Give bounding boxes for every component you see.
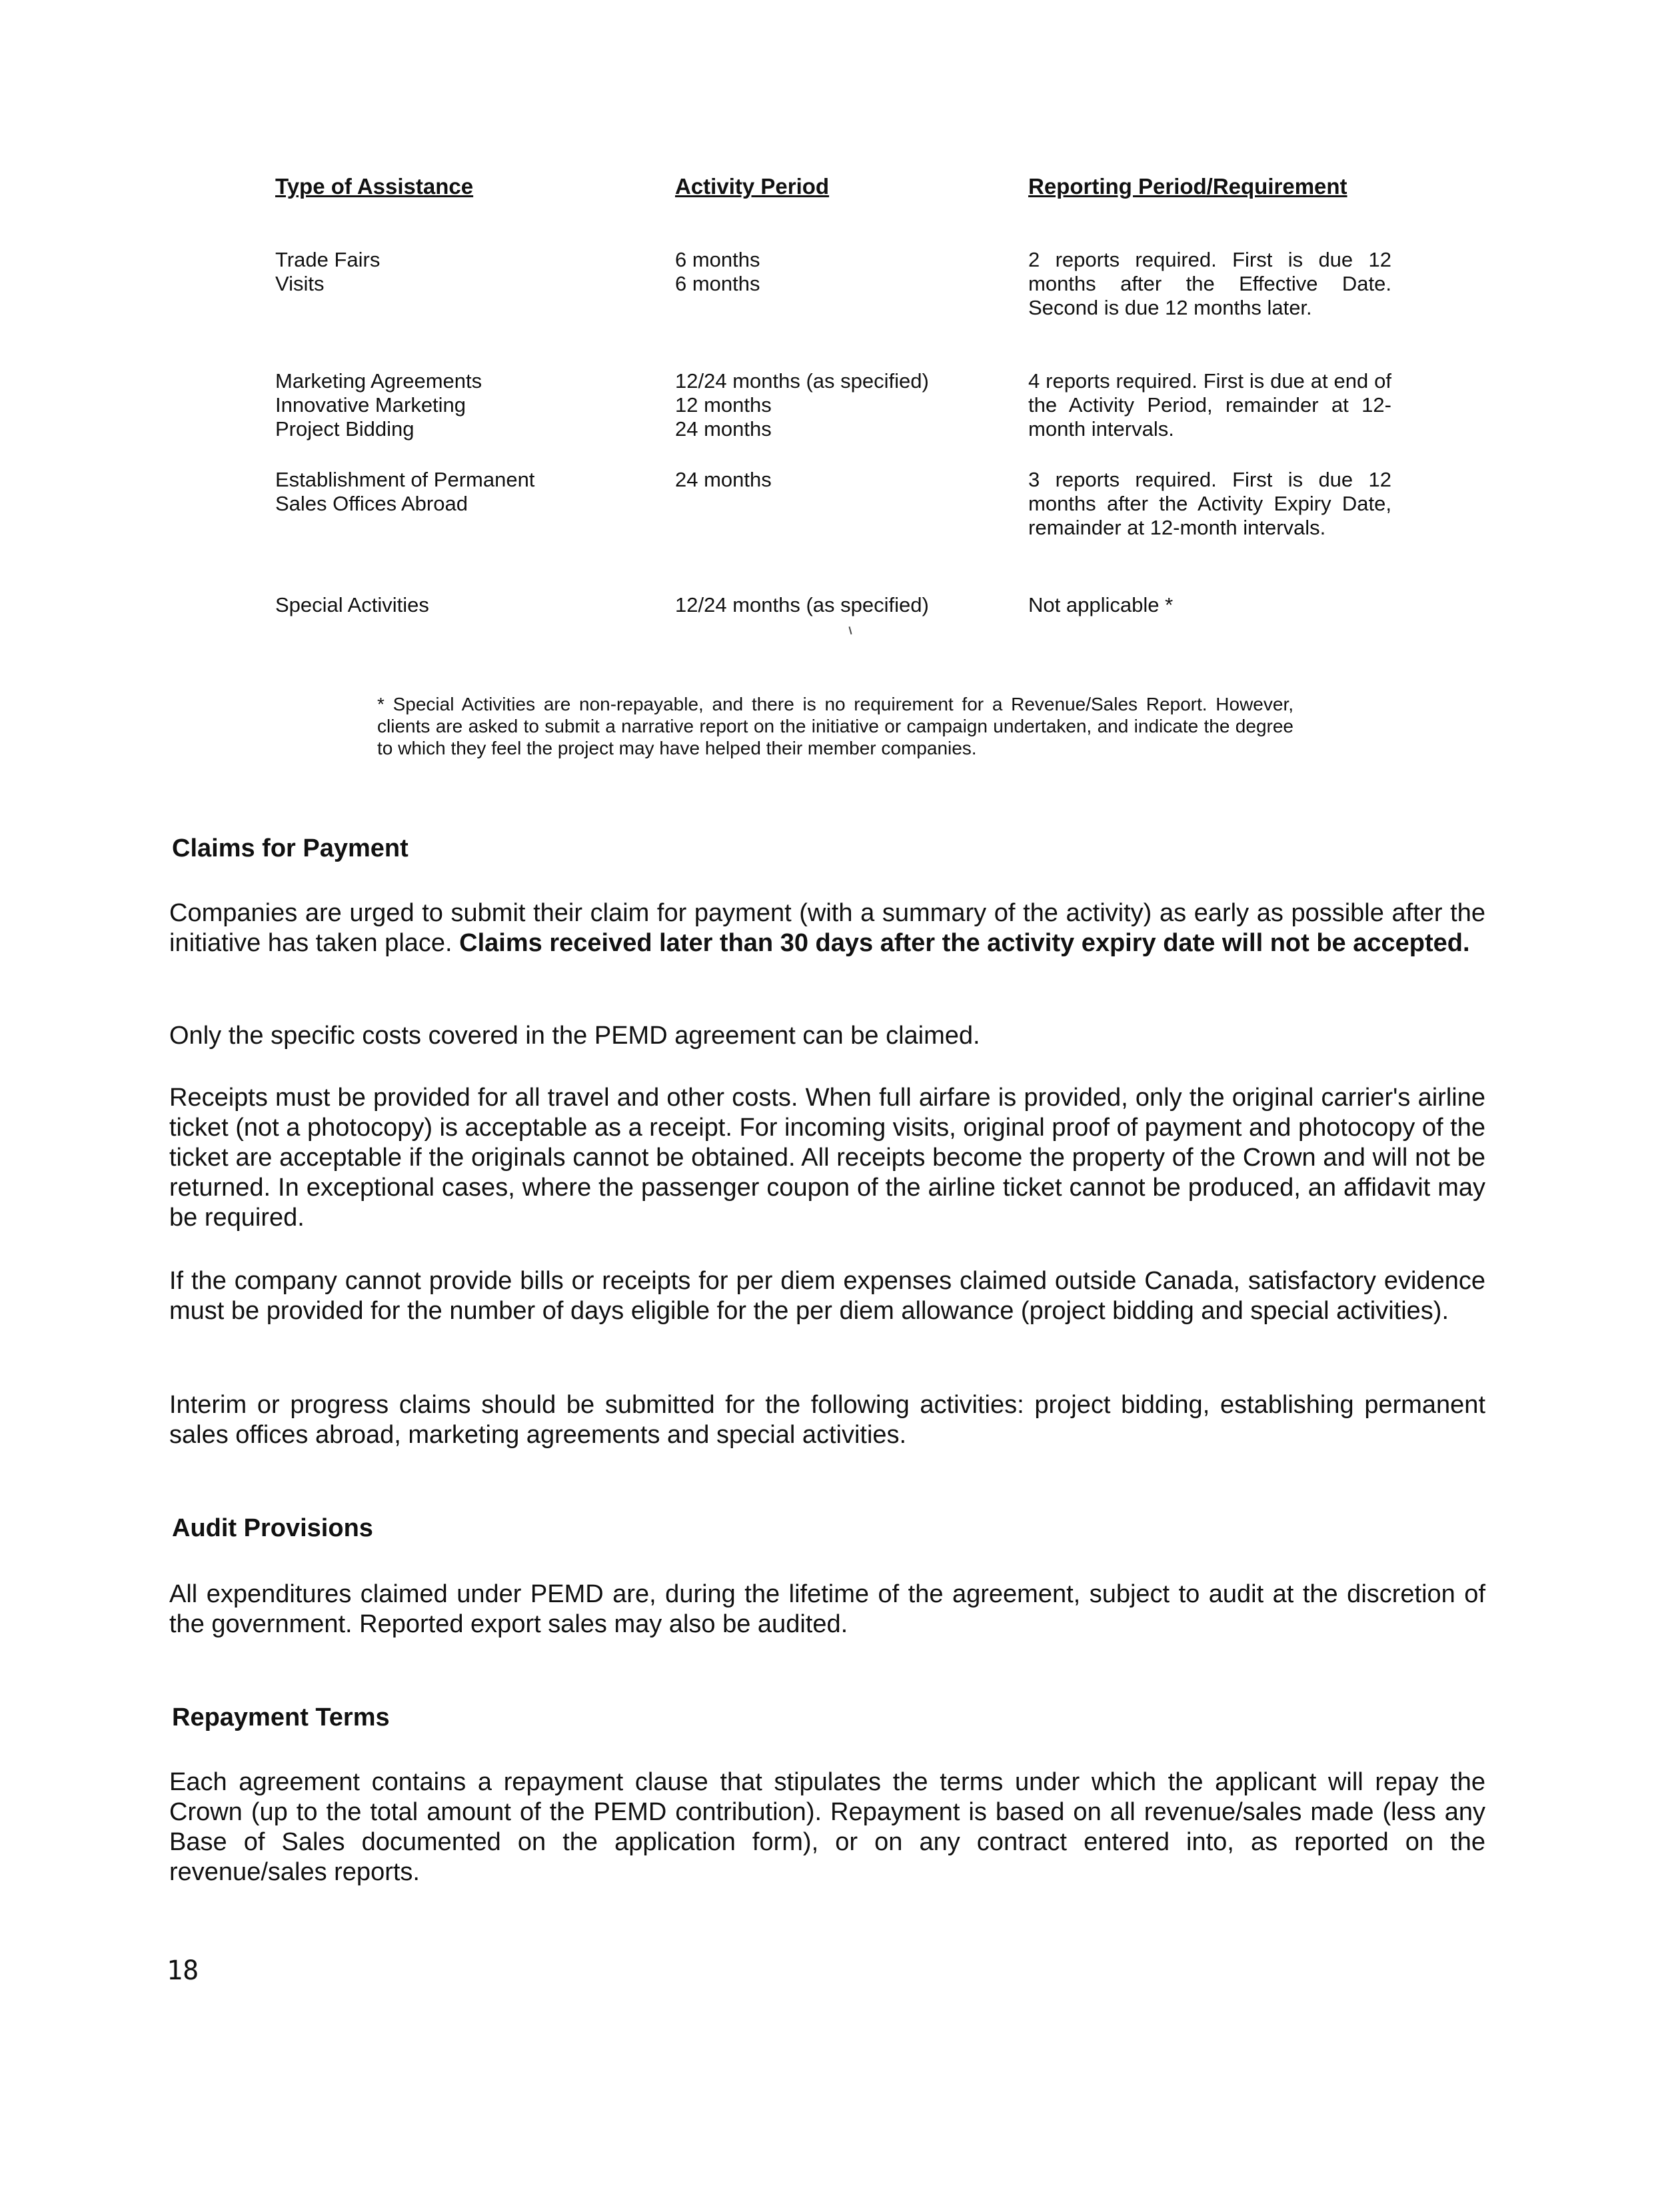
audit-paragraph: All expenditures claimed under PEMD are, during the lifetime of the agreement, subject to audit at the discretion of the government. Reported export sales may also be audited. <box>169 1580 1485 1638</box>
claims-paragraph-5: Interim or progress claims should be submitted for the following activities: project bidding, establishing permanent sales offices abroad, marketing agreements and special activities. <box>169 1391 1485 1449</box>
header-type-of-assistance: Type of Assistance <box>275 174 474 199</box>
type-cell: Establishment of Permanent Sales Offices Abroad <box>275 468 535 515</box>
page-number: 18 <box>167 1955 199 1986</box>
period-cell: 12/24 months (as specified) 12 months 24 months <box>675 369 929 441</box>
claims-paragraph-4: If the company cannot provide bills or receipts for per diem expenses claimed outside Canada, satisfactory evidence must be provided for the number of days eligible for the per diem allowance (project bidding and special activities). <box>169 1267 1485 1325</box>
reporting-cell: 2 reports required. First is due 12 months after the Effective Date. Second is due 12 months later. <box>1028 248 1391 319</box>
period-cell: 12/24 months (as specified) <box>675 593 929 616</box>
claims-deadline-warning: Claims received later than 30 days after the activity expiry date will not be accepted. <box>459 929 1470 957</box>
claims-paragraph-3: Receipts must be provided for all travel and other costs. When full airfare is provided, only the original carrier's airline ticket (not a photocopy) is acceptable as a receipt. For incoming visits, original proof of payment and photocopy of the ticket are acceptable if the originals cannot be obtained. All receipts become the property of the Crown and will not be returned. In exceptional cases, where the passenger coupon of the airline ticket cannot be produced, an affidavit may be required. <box>169 1084 1485 1232</box>
type-cell: Marketing Agreements Innovative Marketing Project Bidding <box>275 369 482 441</box>
claims-paragraph-2: Only the specific costs covered in the PEMD agreement can be claimed. <box>169 1022 980 1050</box>
repayment-paragraph: Each agreement contains a repayment clause that stipulates the terms under which the applicant will repay the Crown (up to the total amount of the PEMD contribution). Repayment is based on all revenue/sales made (less any Base of Sales documented on the application form), or on any contract entered into, as reported on the revenue/sales reports. <box>169 1768 1485 1886</box>
claims-paragraph-1 <box>169 898 1485 958</box>
period-cell: 24 months <box>675 468 772 491</box>
table-footnote: * Special Activities are non-repayable, and there is no requirement for a Revenue/Sales Report. However, clients are asked to submit a narrative report on the initiative or campaign undertaken, and indicate the degree to which they feel the project may have helped their member companies. <box>377 694 1293 758</box>
section-heading-repayment: Repayment Terms <box>172 1703 390 1731</box>
stray-mark <box>848 626 852 634</box>
section-heading-audit: Audit Provisions <box>172 1514 373 1542</box>
reporting-cell: 4 reports required. First is due at end of the Activity Period, remainder at 12-month intervals. <box>1028 369 1391 441</box>
claims-paragraph-1-text: Companies are urged to submit their claim for payment (with a summary of the activity) as early as possible after the initiative has taken place. <box>169 899 1485 957</box>
reporting-cell: Not applicable * <box>1028 593 1174 616</box>
reporting-cell: 3 reports required. First is due 12 months after the Activity Expiry Date, remainder at 12-month intervals. <box>1028 468 1391 539</box>
type-cell: Trade Fairs Visits <box>275 248 381 295</box>
period-cell: 6 months 6 months <box>675 248 760 295</box>
header-activity-period: Activity Period <box>675 174 830 199</box>
type-cell: Special Activities <box>275 593 429 616</box>
section-heading-claims: Claims for Payment <box>172 834 409 862</box>
header-reporting-period: Reporting Period/Requirement <box>1028 174 1347 199</box>
